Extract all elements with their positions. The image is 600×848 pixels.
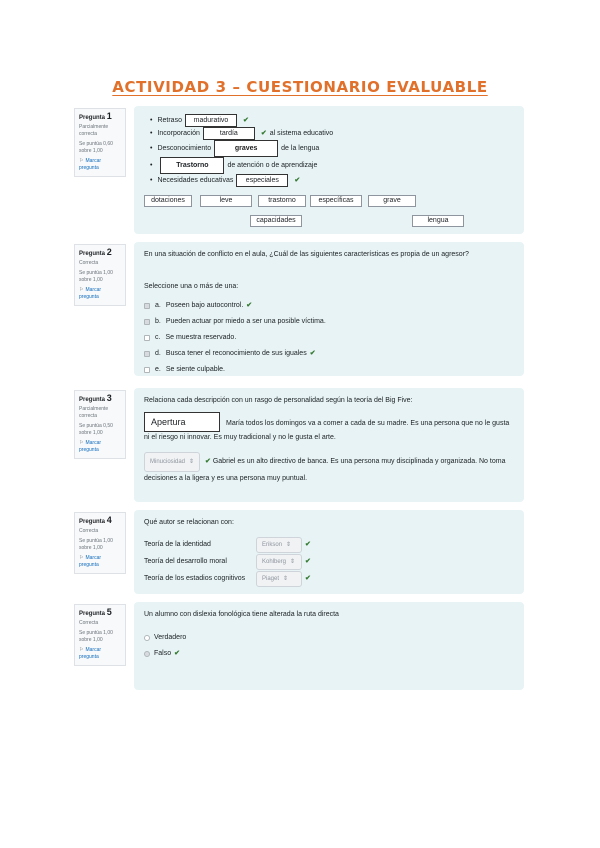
drop-zone[interactable]: madurativo bbox=[185, 114, 237, 127]
flag-question-link[interactable]: ⚐ Marcar pregunta bbox=[79, 440, 102, 453]
chevron-icon: ⇕ bbox=[290, 558, 296, 565]
check-icon: ✔ bbox=[246, 302, 253, 309]
answer-box[interactable]: Apertura bbox=[144, 412, 220, 432]
question-score: Se puntúa 0,50 sobre 1,00 bbox=[79, 423, 113, 436]
question-info-1 bbox=[74, 108, 126, 177]
answer-option[interactable]: Falso ✔ bbox=[144, 646, 514, 662]
answer-select[interactable]: Erikson ⇕ bbox=[256, 537, 302, 553]
match-row: Teoría del desarrollo moral Kohlberg ⇕ ✔ bbox=[144, 553, 514, 570]
question-status: Correcta bbox=[79, 620, 99, 626]
question-content-5 bbox=[134, 602, 524, 690]
question-text: Relaciona cada descripción con un rasgo de personalidad según la teoría del Big Five: bbox=[144, 397, 413, 404]
list-item: • Retraso madurativo ✔ bbox=[150, 114, 514, 127]
checkbox-checked[interactable] bbox=[144, 351, 150, 357]
drag-option[interactable]: específicas bbox=[310, 195, 362, 207]
answer-select[interactable]: Piaget ⇕ bbox=[256, 571, 302, 587]
drag-option[interactable]: grave bbox=[368, 195, 416, 207]
list-item: • Necesidades educativas especiales ✔ bbox=[150, 174, 514, 187]
question-number: Pregunta 5 bbox=[79, 607, 112, 617]
question-text: Qué autor se relacionan con: bbox=[144, 519, 234, 526]
match-row: Teoría de los estadios cognitivos Piaget ⇕ ✔ bbox=[144, 570, 514, 587]
question-score: Se puntúa 1,00 sobre 1,00 bbox=[79, 270, 113, 283]
drag-option[interactable]: capacidades bbox=[250, 215, 302, 227]
answer-select[interactable]: Kohlberg ⇕ bbox=[256, 554, 302, 570]
flag-icon: ⚐ bbox=[79, 158, 84, 164]
question-content-2 bbox=[134, 242, 524, 376]
drag-option[interactable]: trastorno bbox=[258, 195, 306, 207]
question-score: Se puntúa 0,60 sobre 1,00 bbox=[79, 141, 113, 154]
flag-icon: ⚐ bbox=[79, 647, 84, 653]
flag-question-link[interactable]: ⚐ Marcar pregunta bbox=[79, 158, 102, 171]
question-text: Un alumno con dislexia fonológica tiene alterada la ruta directa bbox=[144, 611, 339, 618]
answer-option[interactable]: b. Pueden actuar por miedo a ser una posible víctima. bbox=[144, 314, 514, 330]
question-prompt: Seleccione una o más de una: bbox=[144, 283, 239, 290]
check-icon: ✔ bbox=[305, 574, 311, 582]
drop-zone[interactable]: especiales bbox=[236, 174, 288, 187]
chevron-icon: ⇕ bbox=[189, 459, 195, 465]
drop-zone[interactable]: • Trastorno bbox=[160, 157, 224, 174]
checkbox-checked[interactable] bbox=[144, 319, 150, 325]
question-content-1 bbox=[134, 106, 524, 234]
question-content-4 bbox=[134, 510, 524, 594]
chevron-icon: ⇕ bbox=[283, 575, 289, 582]
list-item: • Incorporación tardía ✔ al sistema educativo bbox=[150, 127, 514, 140]
question-info-4 bbox=[74, 512, 126, 574]
question-score: Se puntúa 1,00 sobre 1,00 bbox=[79, 630, 113, 643]
question-status: Parcialmente correcta bbox=[79, 406, 109, 419]
answer-option[interactable]: d. Busca tener el reconocimiento de sus iguales ✔ bbox=[144, 346, 514, 362]
gap-fill-list bbox=[144, 114, 514, 187]
answer-select[interactable]: Minuciosidad ⇕ bbox=[144, 452, 200, 472]
check-icon: ✔ bbox=[294, 176, 301, 184]
check-icon: ✔ bbox=[309, 350, 316, 357]
drag-option[interactable]: leve bbox=[200, 195, 252, 207]
drag-option[interactable]: lengua bbox=[412, 215, 464, 227]
drag-options bbox=[144, 195, 514, 229]
question-info-5 bbox=[74, 604, 126, 666]
question-info-3 bbox=[74, 390, 126, 459]
match-item: Apertura María todos los domingos va a comer a cada de su madre. Es una persona que no le gusta ni el riesgo ni innovar. Es muy tradicional y no le gusta el arte. bbox=[144, 412, 514, 444]
check-icon: ✔ bbox=[205, 458, 211, 465]
question-number: Pregunta 1 bbox=[79, 111, 112, 121]
answer-option[interactable]: a. Poseen bajo autocontrol. ✔ bbox=[144, 298, 514, 314]
match-row: Teoría de la identidad Erikson ⇕ ✔ bbox=[144, 536, 514, 553]
match-item: Minuciosidad ⇕ ✔ Gabriel es un alto directivo de banca. Es una persona muy disciplinada y organizada. No toma decisiones a la ligera y es una persona muy puntual. bbox=[144, 452, 514, 486]
chevron-icon: ⇕ bbox=[286, 541, 292, 548]
question-info-2 bbox=[74, 244, 126, 306]
question-score: Se puntúa 1,00 sobre 1,00 bbox=[79, 538, 113, 551]
question-status: Correcta bbox=[79, 528, 99, 534]
flag-question-link[interactable]: ⚐ Marcar pregunta bbox=[79, 647, 102, 660]
question-number: Pregunta 4 bbox=[79, 515, 112, 525]
checkbox[interactable] bbox=[144, 335, 150, 341]
question-status: Correcta bbox=[79, 260, 99, 266]
question-number: Pregunta 2 bbox=[79, 247, 112, 257]
drop-zone[interactable]: graves bbox=[214, 140, 278, 157]
question-text: En una situación de conflicto en el aula, ¿Cuál de las siguientes características es propia de un agresor? bbox=[144, 251, 469, 258]
list-item: • Trastorno de atención o de aprendizaje bbox=[150, 157, 514, 174]
check-icon: ✔ bbox=[174, 650, 180, 657]
page-title: ACTIVIDAD 3 – CUESTIONARIO EVALUABLE bbox=[112, 78, 488, 96]
check-icon: ✔ bbox=[260, 129, 267, 137]
answer-option[interactable]: Verdadero bbox=[144, 630, 514, 646]
question-status: Parcialmente correcta bbox=[79, 124, 109, 137]
check-icon: ✔ bbox=[305, 557, 311, 565]
list-item: • Desconocimiento graves de la lengua bbox=[150, 140, 514, 157]
question-content-3 bbox=[134, 388, 524, 502]
answer-option[interactable]: c. Se muestra reservado. bbox=[144, 330, 514, 346]
flag-icon: ⚐ bbox=[79, 440, 84, 446]
flag-question-link[interactable]: ⚐ Marcar pregunta bbox=[79, 555, 102, 568]
answer-option[interactable]: e. Se siente culpable. bbox=[144, 362, 514, 378]
drop-zone[interactable]: tardía bbox=[203, 127, 255, 140]
flag-question-link[interactable]: ⚐ Marcar pregunta bbox=[79, 287, 102, 300]
drag-option[interactable]: dotaciones bbox=[144, 195, 192, 207]
checkbox[interactable] bbox=[144, 367, 150, 373]
flag-icon: ⚐ bbox=[79, 555, 84, 561]
radio-button-selected[interactable] bbox=[144, 651, 150, 657]
radio-button[interactable] bbox=[144, 635, 150, 641]
checkbox-checked[interactable] bbox=[144, 303, 150, 309]
check-icon: ✔ bbox=[305, 540, 311, 548]
flag-icon: ⚐ bbox=[79, 287, 84, 293]
question-number: Pregunta 3 bbox=[79, 393, 112, 403]
check-icon: ✔ bbox=[242, 116, 249, 124]
